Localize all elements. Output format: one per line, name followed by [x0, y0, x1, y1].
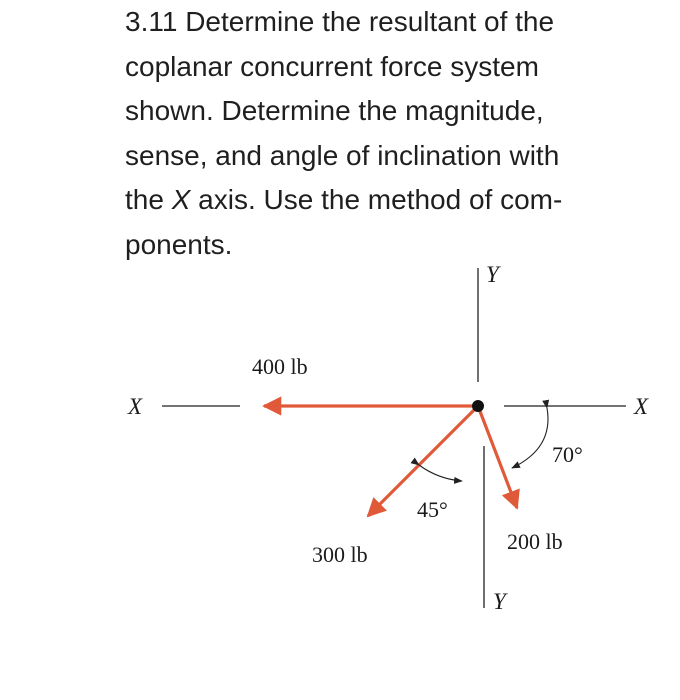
angle-70-arc	[512, 408, 548, 468]
problem-line-4: sense, and angle of inclination with	[125, 139, 560, 171]
concurrency-point	[472, 400, 484, 412]
force-400-label: 400 lb	[252, 354, 308, 379]
x-axis-left-label: X	[128, 394, 143, 419]
problem-line-5-start: the	[125, 184, 172, 215]
problem-line-1: 3.11 Determine the resultant of the	[125, 6, 555, 37]
angle-45-label: 45°	[417, 497, 448, 522]
problem-x-axis-ref: X	[171, 184, 191, 215]
problem-line-6: ponents.	[125, 228, 233, 260]
problem-line-2: coplanar concurrent force system	[125, 50, 539, 82]
y-axis-bottom-label: Y	[493, 589, 506, 614]
angle-45-arc	[419, 465, 462, 481]
problem-line-3: shown. Determine the magnitude,	[125, 95, 544, 126]
force-300-label: 300 lb	[312, 542, 368, 567]
problem-line-5-end: axis. Use the method of com-	[190, 184, 563, 215]
x-axis-right-label: X	[634, 394, 649, 419]
angle-70-label: 70°	[552, 442, 583, 467]
force-200-label: 200 lb	[507, 529, 563, 554]
y-axis-top-label: Y	[486, 262, 499, 287]
